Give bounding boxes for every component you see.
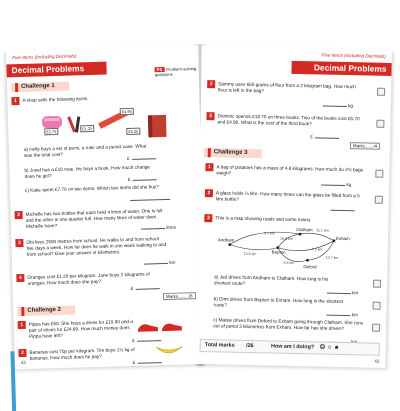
q1c-answer-line[interactable] [130, 199, 170, 201]
q1c-answer [128, 196, 170, 202]
right-page [195, 46, 392, 368]
dress-shoes-illustration [136, 316, 187, 338]
q2-text: Michelle has two bottles that each hold 4 litres of water. One is full and the other is one-quarter full. How many litres of water does Michelle have? [25, 208, 163, 229]
r-q2-unit: kg [348, 103, 353, 109]
r-q2-number: 2 [207, 80, 215, 88]
r-q3-answer [310, 134, 339, 140]
right-marks-1: Marks......./4 [350, 142, 380, 150]
road-clatham-exham [300, 233, 334, 241]
q1b-answer-line[interactable] [132, 179, 156, 181]
q4-number: 4 [16, 274, 24, 282]
r-q3-answer-line[interactable] [315, 137, 339, 139]
challenge-2-header: Challenge 2 [17, 306, 75, 317]
r-q2-text: Sammy uses 650 grams of flour from a 2 kilogram bag. How much flour is left in the bag? [218, 81, 356, 94]
q2-unit: litres [166, 224, 177, 230]
q4-answer [131, 285, 160, 291]
q1a-text: a) Holly buys a set of pens, a ruler and a pencil case. What was the total cost? [23, 143, 147, 158]
ps-tag-label: Problem-solving questions [154, 66, 197, 78]
c3q3b-unit: km [351, 312, 358, 318]
left-page [6, 46, 207, 369]
left-kicker: Five Items (Including Decimals) [12, 53, 77, 61]
c2q2-currency: £ [132, 359, 136, 365]
c3q3-number: 3 [204, 214, 212, 222]
c3q1-unit: kg [346, 182, 352, 188]
dist-bepton-deford: 8.6 km [283, 260, 295, 265]
right-page-number: 43 [374, 358, 380, 364]
q3-answer-line[interactable] [144, 263, 168, 265]
shop-items-svg [40, 105, 176, 143]
pencil-case-icon [42, 116, 62, 129]
town-exham: Exham [335, 235, 350, 242]
book-icon [148, 115, 167, 137]
left-page-number: 42 [20, 359, 26, 366]
town-dot-deford [306, 259, 309, 262]
total-marks-label: Total marks [204, 342, 235, 349]
q1b-currency: £ [127, 176, 131, 183]
r-q2-answer [321, 103, 353, 109]
shoe-icon [138, 324, 158, 332]
c3q3a-text: a) Jed drives from Andham to Clatham. How long is his shortest route? [213, 274, 329, 286]
price-tag-pens: £1.25 [80, 125, 94, 132]
total-marks-bar [200, 339, 380, 356]
price-tag-book: £4.95 [120, 108, 134, 115]
town-bepton: Bepton [271, 249, 286, 255]
town-dot-clatham [299, 233, 302, 236]
price-tag-ruler: £5.25 [126, 128, 140, 135]
c2q1-text: Pippa has £50. She buys a dress for £19.90 and a pair of shoes for £24.99. How much money does Pippa have left? [28, 318, 133, 339]
q1b-answer [128, 176, 157, 182]
c3q3b-checkbox[interactable] [373, 302, 381, 310]
challenge-1-header: Challenge 1 [11, 82, 69, 93]
c2q2-text: Bananas cost 70p per kilogram. Tim buys 1½ kg of bananas. How much does he pay? [29, 346, 135, 361]
dist-andham-bepton: 12.5 km [243, 251, 257, 257]
dist-bepton-exham: 7.3 km [311, 247, 323, 252]
q1-text: A shop sells the following items. [22, 96, 89, 103]
price-tag-pencil-case: £2.75 [44, 128, 58, 135]
shoe-icon-2 [162, 323, 182, 331]
c3q3b-text: b) Dimi drives from Bepton to Exham. How long is the shortest route? [213, 296, 343, 308]
q1a-currency: £ [127, 155, 130, 162]
right-title: Decimal Problems [291, 61, 391, 76]
left-title: Decimal Problems [6, 62, 106, 78]
shoes-svg [136, 316, 186, 333]
c3q3c-text: c) Maisie drives from Deford to Exham going through Clatham. She runs out of petrol 3 kilometres from Exham. How far has she driven? [213, 317, 364, 332]
c3q1-checkbox[interactable] [375, 170, 383, 178]
c3q1-answer-line[interactable] [321, 185, 345, 187]
q3-answer [142, 260, 176, 266]
dist-andham-clatham: 9.7 km [264, 231, 275, 236]
ps-tag-num: PS [156, 67, 163, 73]
c3q3-text: This is a map showing roads and some towns. [215, 215, 312, 223]
challenge-3-header: Challenge 3 [204, 148, 262, 158]
r-q2-checkbox[interactable] [377, 88, 385, 96]
q2-answer [139, 225, 176, 231]
c3q2-text: A glass holds ⅓ litre. How many times can the glass be filled from a 5 litre bottle? [215, 190, 360, 202]
r-q3-currency: £ [310, 134, 313, 140]
shop-items-illustration [40, 105, 176, 148]
dist-deford-exham: 13.7 km [325, 255, 339, 260]
town-deford: Deford [303, 264, 317, 270]
c3q3a-checkbox[interactable] [373, 280, 381, 288]
road-bepton-exham [278, 240, 334, 252]
q1b-text: b) Josef has a £10 note. He buys a book. How much change does he get? [24, 164, 151, 179]
total-marks-value: /26 [246, 342, 254, 350]
c3q3c-checkbox[interactable] [372, 324, 380, 332]
c2q1-currency: £ [132, 337, 135, 343]
c2q2-number: 2 [18, 349, 26, 357]
c3q1-answer [319, 181, 351, 187]
q3-number: 3 [15, 239, 23, 247]
bananas-svg [154, 342, 184, 357]
r-q2-answer-line[interactable] [323, 106, 347, 108]
c3q3b-answer-line[interactable] [326, 315, 350, 317]
q1c-text: c) Katie spent £7.70 on two items. Which two items did she buy? [24, 184, 159, 193]
challenge-1-marks: Marks........./8 [163, 292, 196, 300]
c3q2-checkbox[interactable] [375, 196, 383, 204]
q1a-answer [127, 155, 156, 161]
c2q2-answer [133, 359, 162, 365]
c3q3a-answer [325, 290, 359, 296]
q3-text: Obi lives 2500 metres from school. He walks to and from school five days a week. How far does he walk in one week walking to and from school? Give your answer in kilometres. [26, 236, 167, 257]
c3q3b-answer [324, 312, 358, 318]
c2q2-answer-line[interactable] [137, 362, 161, 364]
c2q1-answer [132, 337, 161, 343]
q4-currency: £ [130, 285, 134, 291]
road-andham-bepton [230, 245, 278, 251]
r-q3-checkbox[interactable] [376, 120, 384, 128]
c3q1-text: A bag of potatoes has a mass of 4.8 kilograms. How much do 2½ bags weigh? [216, 164, 364, 176]
ps-tag [155, 66, 199, 77]
c3q1-number: 1 [205, 163, 213, 171]
c3q3a-answer-line[interactable] [327, 293, 351, 295]
c3q2-number: 2 [205, 189, 213, 197]
smiley-faces-icon[interactable]: ☹ ☺ ☻ [319, 344, 340, 351]
blue-side-tab [10, 351, 16, 411]
q4-text: Oranges cost £1.20 per kilogram. Jane buys 2 kilograms of oranges. How much does she pay? [27, 271, 150, 286]
road-map [215, 224, 366, 280]
banana-icon [156, 347, 182, 354]
c2q1-number: 1 [18, 321, 26, 329]
q1-number: 1 [11, 97, 19, 105]
right-kicker: Five Items (Including Decimals) [321, 52, 386, 59]
pens-icon [67, 116, 80, 133]
r-q3-text: Dominic spends £18.70 on three books. Two of the books cost £5.70 and £4.90. What is the cost of the third book? [217, 113, 360, 127]
q2-answer-line[interactable] [141, 228, 165, 230]
q2-number: 2 [15, 211, 23, 219]
how-am-i-doing: How am I doing? [271, 343, 315, 351]
dist-bepton-clatham: 10.8 km [279, 236, 293, 241]
town-andham: Andham [217, 237, 235, 243]
dist-clatham-exham: 11.1 km [316, 228, 329, 233]
town-clatham: Clatham [296, 227, 313, 233]
q4-answer-line[interactable] [135, 288, 159, 290]
r-q3-number: 3 [206, 112, 214, 120]
q3-unit: km [169, 259, 176, 265]
c3q2-answer [329, 207, 355, 213]
road-map-svg [215, 224, 366, 275]
c3q2-answer-line[interactable] [331, 210, 355, 212]
c3q3a-unit: km [352, 290, 359, 296]
c2q1-answer-line[interactable] [137, 340, 161, 342]
q1a-answer-line[interactable] [132, 158, 156, 160]
